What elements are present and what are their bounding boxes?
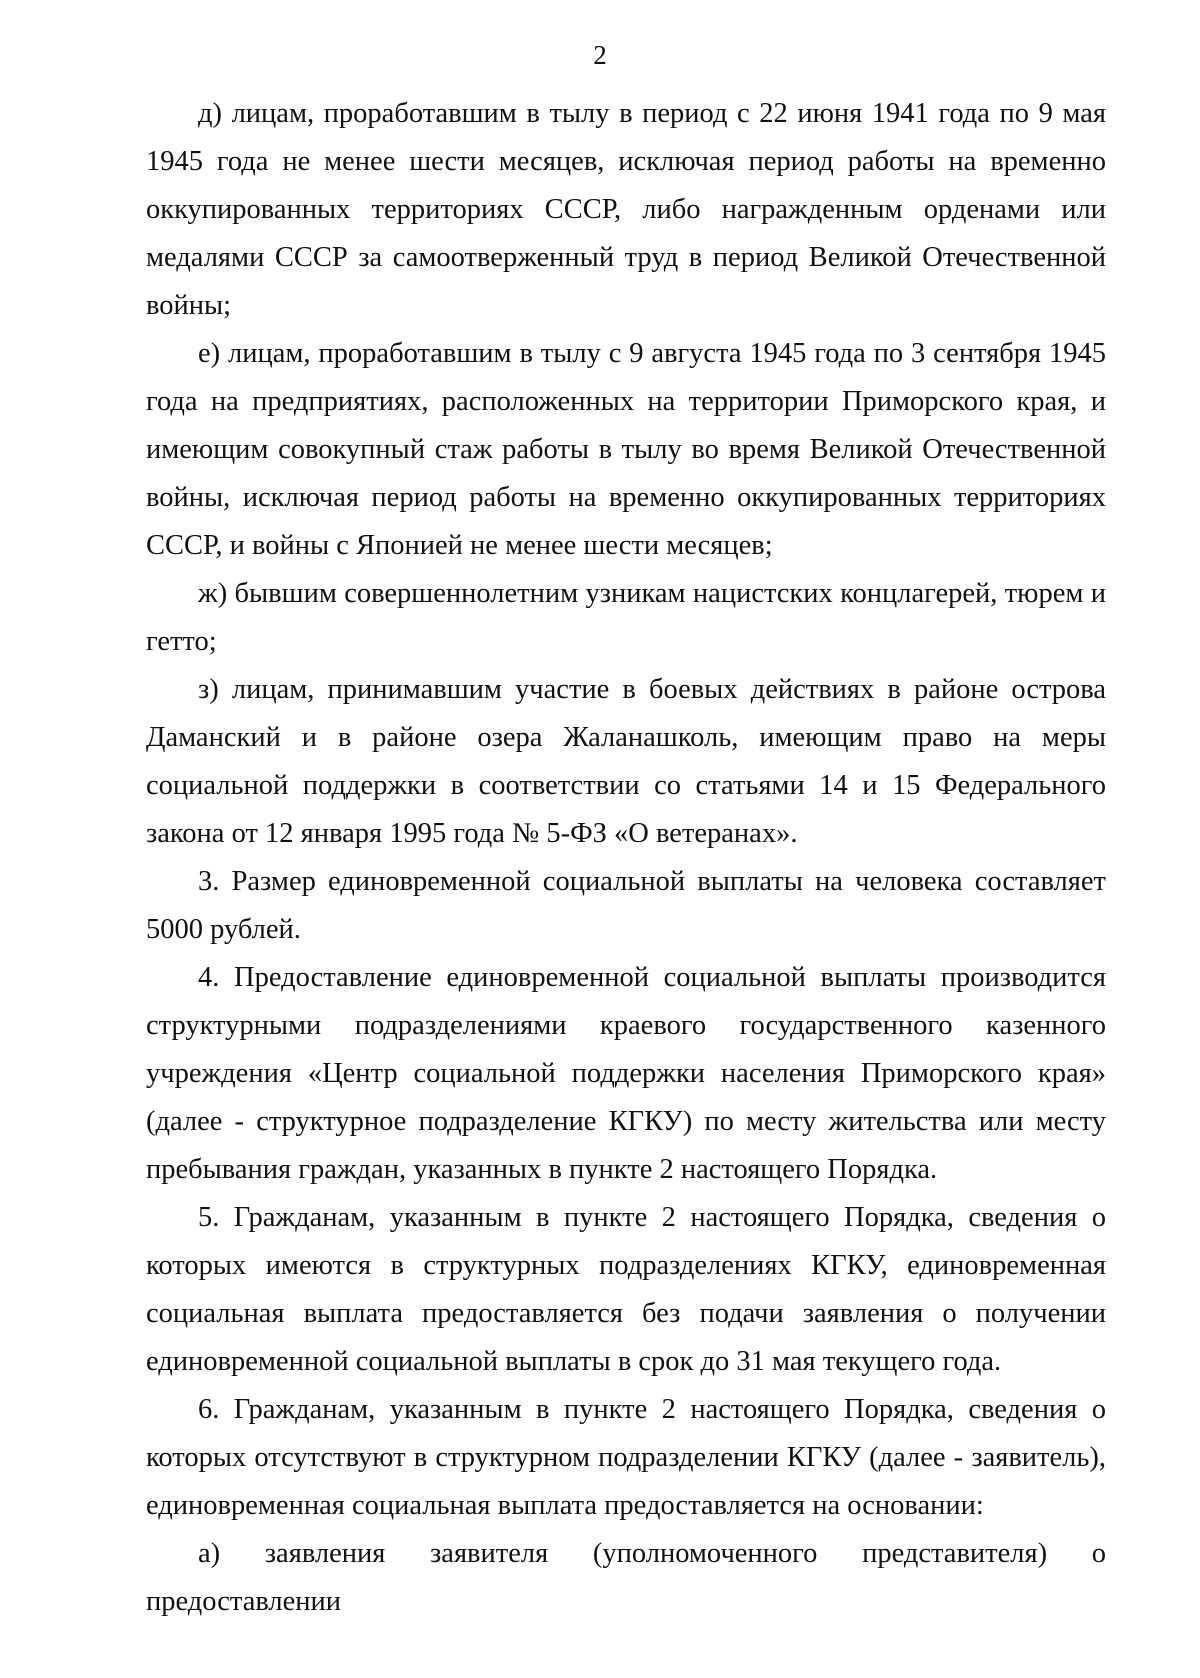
paragraph-4: 4. Предоставление единовременной социальной выплаты производится структурными подразделениями краевого государственного казенного учреждения «Центр социальной поддержки населения Приморского края» (далее - структурное подразделение КГКУ) по месту жительства или месту пребывания граждан, указанных в пункте 2 настоящего Порядка. [146, 962, 1106, 1185]
paragraph-3: 3. Размер единовременной социальной выплаты на человека составляет 5000 рублей. [146, 866, 1106, 945]
page-number: 2 [593, 40, 607, 70]
paragraph-d: д) лицам, проработавшим в тылу в период с 22 июня 1941 года по 9 мая 1945 года не менее шести месяцев, исключая период работы на временно оккупированных территориях СССР, либо награжденным орденами или медалями СССР за самоотверженный труд в период Великой Отечественной войны; [146, 98, 1106, 321]
document-body [146, 90, 1106, 1626]
paragraph-e: е) лицам, проработавшим в тылу с 9 августа 1945 года по 3 сентября 1945 года на предприятиях, расположенных на территории Приморского края, и имеющим совокупный стаж работы в тылу во время Великой Отечественной войны, исключая период работы на временно оккупированных территориях СССР, и войны с Японией не менее шести месяцев; [146, 338, 1106, 561]
paragraph-5: 5. Гражданам, указанным в пункте 2 настоящего Порядка, сведения о которых имеются в структурных подразделениях КГКУ, единовременная социальная выплата предоставляется без подачи заявления о получении единовременной социальной выплаты в срок до 31 мая текущего года. [146, 1202, 1106, 1377]
paragraph-6: 6. Гражданам, указанным в пункте 2 настоящего Порядка, сведения о которых отсутствуют в структурном подразделении КГКУ (далее - заявитель), единовременная социальная выплата предоставляется на основании: [146, 1394, 1106, 1521]
paragraph-zh: ж) бывшим совершеннолетним узникам нацистских концлагерей, тюрем и гетто; [146, 578, 1106, 657]
paragraph-z: з) лицам, принимавшим участие в боевых действиях в районе острова Даманский и в районе озера Жаланашколь, имеющим право на меры социальной поддержки в соответствии со статьями 14 и 15 Федерального закона от 12 января 1995 года № 5-ФЗ «О ветеранах». [146, 674, 1106, 849]
paragraph-6a: а) заявления заявителя (уполномоченного представителя) о предоставлении [146, 1538, 1106, 1617]
